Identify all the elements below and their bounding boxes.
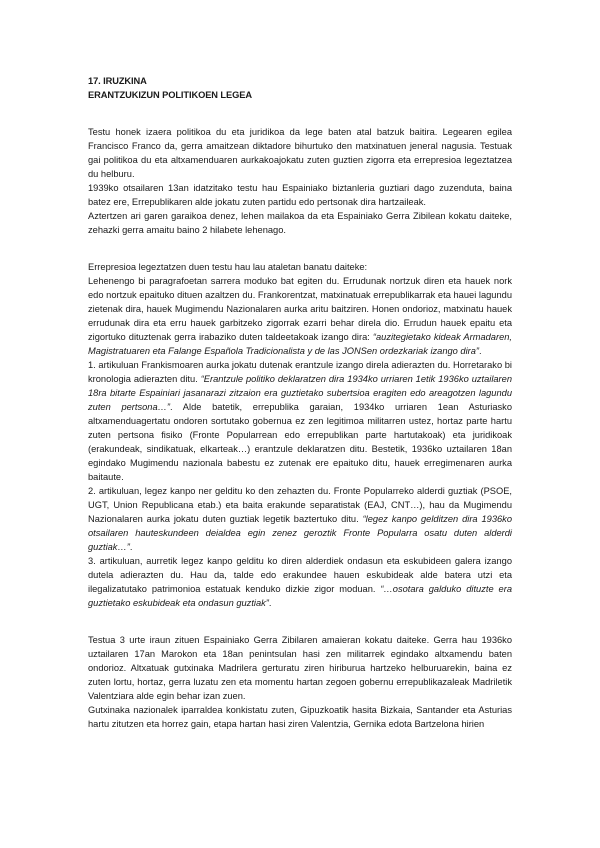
paragraph-context: Aztertzen ari garen garaikoa denez, lehen mailakoa da eta Espainiako Gerra Zibilean kokatu daiteke, zehazki gerra amaitu baino 2 hilabete lehenago.	[88, 211, 512, 235]
paragraph-text: 1. artikuluan Frankismoaren aurka jokatu dutenak erantzule izango direla adierazten du. Horretarako bi kronologia adierazten ditu.	[88, 360, 512, 384]
paragraph-article-1	[88, 358, 512, 484]
paragraph-text: 2. artikuluan, legez kanpo ner gelditu ko den zehazten du. Fronte Popularreko alderdi guztiak (PSOE, UGT, Union Republicana etab.) eta baita erakunde separatistak (EAJ, CNT…), hau da Mugimendu Nazionalaren aurka jokatu duten guztiak legetik baztertuko ditu.	[88, 486, 512, 524]
paragraph-article-3	[88, 554, 512, 610]
paragraph-structure: Errepresioa legeztatzen duen testu hau lau ataletan banatu daiteke:	[88, 262, 368, 272]
paragraph-text: .	[479, 346, 482, 356]
paragraph-text: .	[268, 598, 272, 608]
quote: “Erantzule politiko deklaratzen dira 1934ko urriaren 1etik 1936ko uztailaren 18ra bitarte Espainiari jasanarazi zitzaion era guztietako subertsioa eragiten edo areagotzen lagundu zuten pertsona…”	[88, 374, 512, 412]
paragraph-text: . Alde batetik, errepublika garaian, 1934ko urriaren 1ean Asturiasko altxamenduagertatu ondoren sortutako gobernua ez zen legitimoa militarren ustez, hortaz parte hartu zuten pertsona fisiko (Fronte Popularrean edo errepublikan parte hartutakoak) eta juridikoak (erakundeak, sindikatuak, elkarteak…) erantzule deklaratzen ditu. Bestetik, 1936ko uztailaren 18an egindako Mugimendu nazionala babestu ez zutenak ere epaituko ditu, hauek erregimenaren aurka baitaute.	[88, 402, 513, 482]
paragraph-article-2	[88, 484, 512, 554]
paragraph-text: 3. artikuluan, aurretik legez kanpo gelditu ko diren alderdiek ondasun eta eskubideen galera izango dutela adierazten du. Hau da, talde edo erakundee hauen eskubideak alde batera utzi eta ilegalizatutako patrimonioa estatuak kenduko dizkie zigor moduan.	[88, 556, 512, 594]
paragraph-intro: Testu honek izaera politikoa du eta juridikoa da lege baten atal batzuk baitira. Legearen egilea Francisco Franco da, gerra amaitzean diktadore bihurtuko den matxinatuen jeneral nagusia. Testuak gai politikoa du eta altxamenduaren aurkakoajokatu zuten guztien zigorra eta errepresioa legeztatzea du helburu.	[88, 127, 512, 179]
quote: “…osotara galduko dituzte era guztietako eskubideak eta ondasun guztiak”	[88, 584, 512, 608]
paragraph-north-campaign: Gutxinaka nazionalek iparraldea konkistatu zuten, Gipuzkoatik hasita Bizkaia, Santander eta Asturias hartu zitutzen eta horrez gain, etapa hartan hasi ziren Valentzia, Gernika edota Bartzelona hirien	[88, 705, 512, 729]
document-body	[88, 74, 512, 731]
document-title: ERANTZUKIZUN POLITIKOEN LEGEA	[88, 90, 252, 100]
paragraph-text: .	[129, 542, 133, 552]
comment-number: 17. IRUZKINA	[88, 76, 147, 86]
paragraph-civil-war: Testua 3 urte iraun zituen Espainiako Gerra Zibilaren amaieran kokatu daiteke. Gerra hau 1936ko uztailaren 17an Marokon eta 18an penintsulan hasi zen militarrek egindako altxamendu baten ondorioz. Altxatuak gutxinaka Madrilera gerturatu ziren hiriburua hartzeko helburuarekin, baina ez zuten lortu, hortaz, gerra luzatu zen eta momentu hartan zegoen gobernu errepublikazaleak Madriletik Valentziara alde egin behar izan zuen.	[88, 635, 512, 701]
paragraph-text: Lehenengo bi paragrafoetan sarrera moduko bat egiten du. Errudunak nortzuk diren eta hauek nork edo nortzuk epaituko dituen azaltzen du. Frankorentzat, matxinatuak errepublikarrak eta hauei lagundu zietenak dira, hauek Mugimendu Nazionalaren aurka aritu baitziren. Honen ondorioz, matxinatu hauek errudunak dira eta erru hauek garbitzeko zigorrak ezarri behar direla dio. Errudun hauek epaitu eta zigortuko dituztenak gerra irabaziko duten taldeetakoak izango dira:	[88, 276, 512, 342]
paragraph-first-part	[88, 274, 512, 358]
quote: “auzitegietako kideak Armadaren, Magistratuaren eta Falange Española Tradicionalista y de las JONSen ordezkariak izango dira”	[88, 332, 512, 356]
paragraph-date: 1939ko otsailaren 13an idatzitako testu hau Espainiako biztanleria guztiari dago zuzenduta, baina batez ere, Errepublikaren alde jokatu zuten partidu edo pertsonak dira hartzaileak.	[88, 183, 512, 207]
quote: “legez kanpo gelditzen dira 1936ko otsailaren hauteskundeen deialdea egin zenez geroztik Fronte Popularra osatu duten alderdi guztiak…”	[88, 514, 512, 552]
